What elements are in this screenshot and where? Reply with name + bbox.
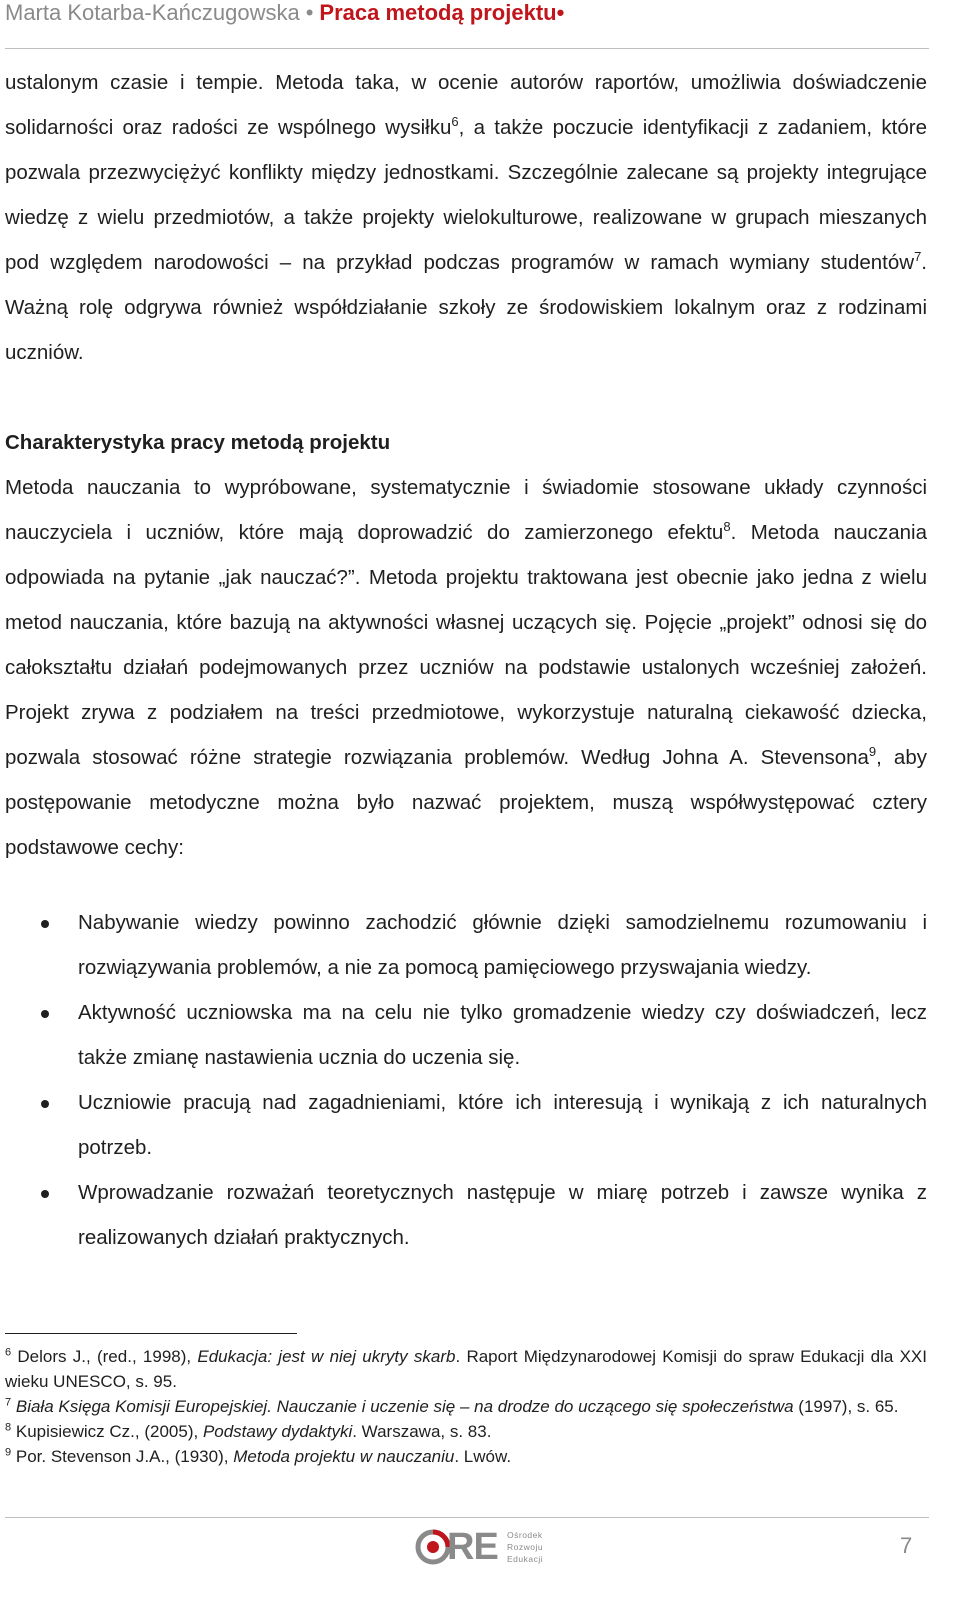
list-item-text: Wprowadzanie rozważań teoretycznych następuje w miarę potrzeb i zawsze wynika z realizowanych działań praktycznych. (78, 1181, 927, 1249)
ore-logo (413, 1525, 573, 1569)
bullet-icon (41, 1100, 49, 1108)
intro-paragraph (5, 60, 927, 375)
intro-text-2: , a także poczucie identyfikacji z zadaniem, które pozwala przezwyciężyć konflikty między jednostkami. Szczególnie zalecane są projekty integrujące wiedzę z wielu przedmiotów, a także projekty wielokulturowe, realizowane w grupach mieszanych pod względem narodowości – na przykład podczas programów w ramach wymiany studentów (5, 116, 927, 274)
footnote-text: . Raport Międzynarodowej Komisji do spraw Edukacji dla XXI wieku UNESCO, s. 95. (5, 1347, 927, 1391)
footnote-text: . Warszawa, s. 83. (352, 1422, 492, 1441)
list-item (5, 1170, 927, 1260)
footnote-ref-7[interactable]: 7 (914, 249, 922, 265)
footer-separator (5, 1517, 929, 1518)
footnote-text: (1997), s. 65. (793, 1397, 899, 1416)
section-heading: Charakterystyka pracy metodą projektu (5, 431, 391, 454)
list-item-text: Nabywanie wiedzy powinno zachodzić głównie dzięki samodzielnemu rozumowaniu i rozwiązywania problemów, a nie za pomocą pamięciowego przyswajania wiedzy. (78, 911, 927, 979)
bullet-icon (41, 1190, 49, 1198)
footnote-text: Kupisiewicz Cz., (2005), (15, 1422, 203, 1441)
list-item-text: Uczniowie pracują nad zagadnieniami, które ich interesują i wynikają z ich naturalnych potrzeb. (78, 1091, 927, 1159)
footnote-ref-9[interactable]: 9 (868, 744, 877, 760)
footnote-title: Podstawy dydaktyki (202, 1422, 353, 1441)
footnote-text: . Lwów. (454, 1447, 512, 1466)
paragraph-gap (5, 375, 927, 420)
footnotes (5, 1344, 927, 1469)
list-item-text: Aktywność uczniowska ma na celu nie tylko gromadzenie wiedzy czy doświadczeń, lecz także zmianę nastawienia ucznia do uczenia się. (78, 1001, 927, 1069)
list-item (5, 990, 927, 1080)
header-bullet: • (305, 0, 314, 25)
footnote-6 (5, 1344, 927, 1394)
bullet-icon (41, 920, 49, 928)
intro-text-1: ustalonym czasie i tempie. Metoda taka, w ocenie autorów raportów, umożliwia doświadczenie solidarności oraz radości ze wspólnego wysiłku (5, 71, 927, 139)
logo-line-1: Ośrodek (507, 1530, 543, 1540)
section-text-3: , aby postępowanie metodyczne można było nazwać projektem, muszą współwystępować cztery podstawowe cechy: (5, 746, 927, 859)
footnote-number: 8 (5, 1421, 12, 1434)
footnote-7 (5, 1394, 927, 1419)
list-item (5, 900, 927, 990)
bullet-icon (41, 1010, 49, 1018)
footnote-text: Delors J., (red., 1998), (17, 1347, 198, 1366)
document-body (5, 60, 927, 1260)
footnote-number: 6 (5, 1346, 12, 1359)
footnote-text: Por. Stevenson J.A., (1930), (15, 1447, 234, 1466)
footnote-number: 7 (5, 1396, 12, 1409)
list-item (5, 1080, 927, 1170)
header-title: Praca metodą projektu• (319, 0, 565, 25)
logo-letters: RE (447, 1526, 498, 1568)
list-gap (5, 870, 927, 900)
page-number: 7 (900, 1533, 913, 1558)
footnote-ref-6[interactable]: 6 (451, 114, 459, 130)
footnote-number: 9 (5, 1446, 12, 1459)
footnote-ref-8[interactable]: 8 (723, 519, 731, 535)
logo-subtitle (507, 1529, 543, 1565)
section-text-1: Metoda nauczania to wypróbowane, systematycznie i świadomie stosowane układy czynności nauczyciela i uczniów, które mają doprowadzić do zamierzonego efektu (5, 476, 927, 544)
footnote-title: Metoda projektu w nauczaniu (233, 1447, 455, 1466)
intro-text-3: . Ważną rolę odgrywa również współdziałanie szkoły ze środowiskiem lokalnym oraz z rodzinami uczniów. (5, 251, 927, 364)
section-text-2: . Metoda nauczania odpowiada na pytanie „jak nauczać?”. Metoda projektu traktowana jest obecnie jako jedna z wielu metod nauczania, które bazują na aktywności własnej uczących się. Pojęcie „projekt” odnosi się do całokształtu działań podejmowanych przez uczniów na podstawie ustalonych wcześniej założeń. Projekt zrywa z podziałem na treści przedmiotowe, wykorzystuje naturalną ciekawość dziecka, pozwala stosować różne strategie rozwiązania problemów. Według Johna A. Stevensona (5, 521, 927, 769)
footnote-9 (5, 1444, 927, 1469)
section-paragraph (5, 465, 927, 870)
footnote-8 (5, 1419, 927, 1444)
page-header (5, 0, 929, 49)
logo-line-3: Edukacji (507, 1554, 544, 1564)
features-list (5, 900, 927, 1260)
footnote-separator (5, 1333, 297, 1334)
logo-line-2: Rozwoju (507, 1542, 544, 1552)
footnote-title: Edukacja: jest w niej ukryty skarb (197, 1347, 456, 1366)
footnote-title: Biała Księga Komisji Europejskiej. Nauczanie i uczenie się – na drodze do uczącego się społeczeństwa (15, 1397, 794, 1416)
header-author: Marta Kotarba-Kańczugowska (5, 0, 300, 25)
